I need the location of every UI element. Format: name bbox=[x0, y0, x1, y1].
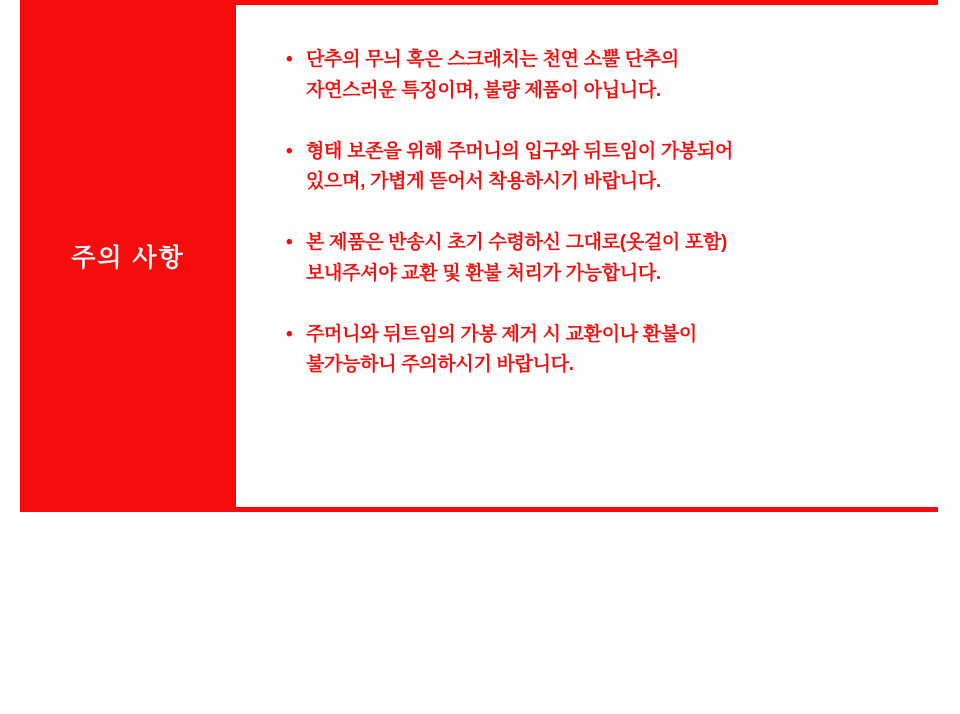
list-item bbox=[284, 45, 908, 107]
bullet-icon: • bbox=[286, 323, 293, 345]
list-item bbox=[284, 137, 908, 199]
notice-line: 본 제품은 반송시 초기 수령하신 그대로(옷걸이 포함) bbox=[306, 232, 728, 254]
notice-list bbox=[284, 45, 908, 381]
notice-line: 불가능하니 주의하시기 바랍니다. bbox=[306, 354, 574, 376]
notice-title-column bbox=[20, 0, 236, 512]
notice-line: 형태 보존을 위해 주머니의 입구와 뒤트임이 가봉되어 bbox=[306, 140, 734, 162]
bullet-icon: • bbox=[286, 140, 293, 162]
bullet-icon: • bbox=[286, 232, 293, 254]
bullet-icon: • bbox=[286, 49, 293, 70]
notice-line: 자연스러운 특징이며, 불량 제품이 아닙니다. bbox=[306, 79, 661, 101]
notice-line: 있으며, 가볍게 뜯어서 착용하시기 바랍니다. bbox=[306, 171, 661, 193]
notice-body bbox=[236, 5, 938, 507]
list-item bbox=[284, 228, 908, 290]
page-title: 주의 사항 bbox=[71, 244, 185, 272]
notice-line: 주머니와 뒤트임의 가봉 제거 시 교환이나 환불이 bbox=[306, 323, 697, 345]
notice-line: 단추의 무늬 혹은 스크래치는 천연 소뿔 단추의 bbox=[306, 49, 679, 70]
notice-panel bbox=[20, 0, 938, 512]
notice-line: 보내주셔야 교환 및 환불 처리가 가능합니다. bbox=[306, 262, 661, 284]
list-item bbox=[284, 320, 908, 382]
